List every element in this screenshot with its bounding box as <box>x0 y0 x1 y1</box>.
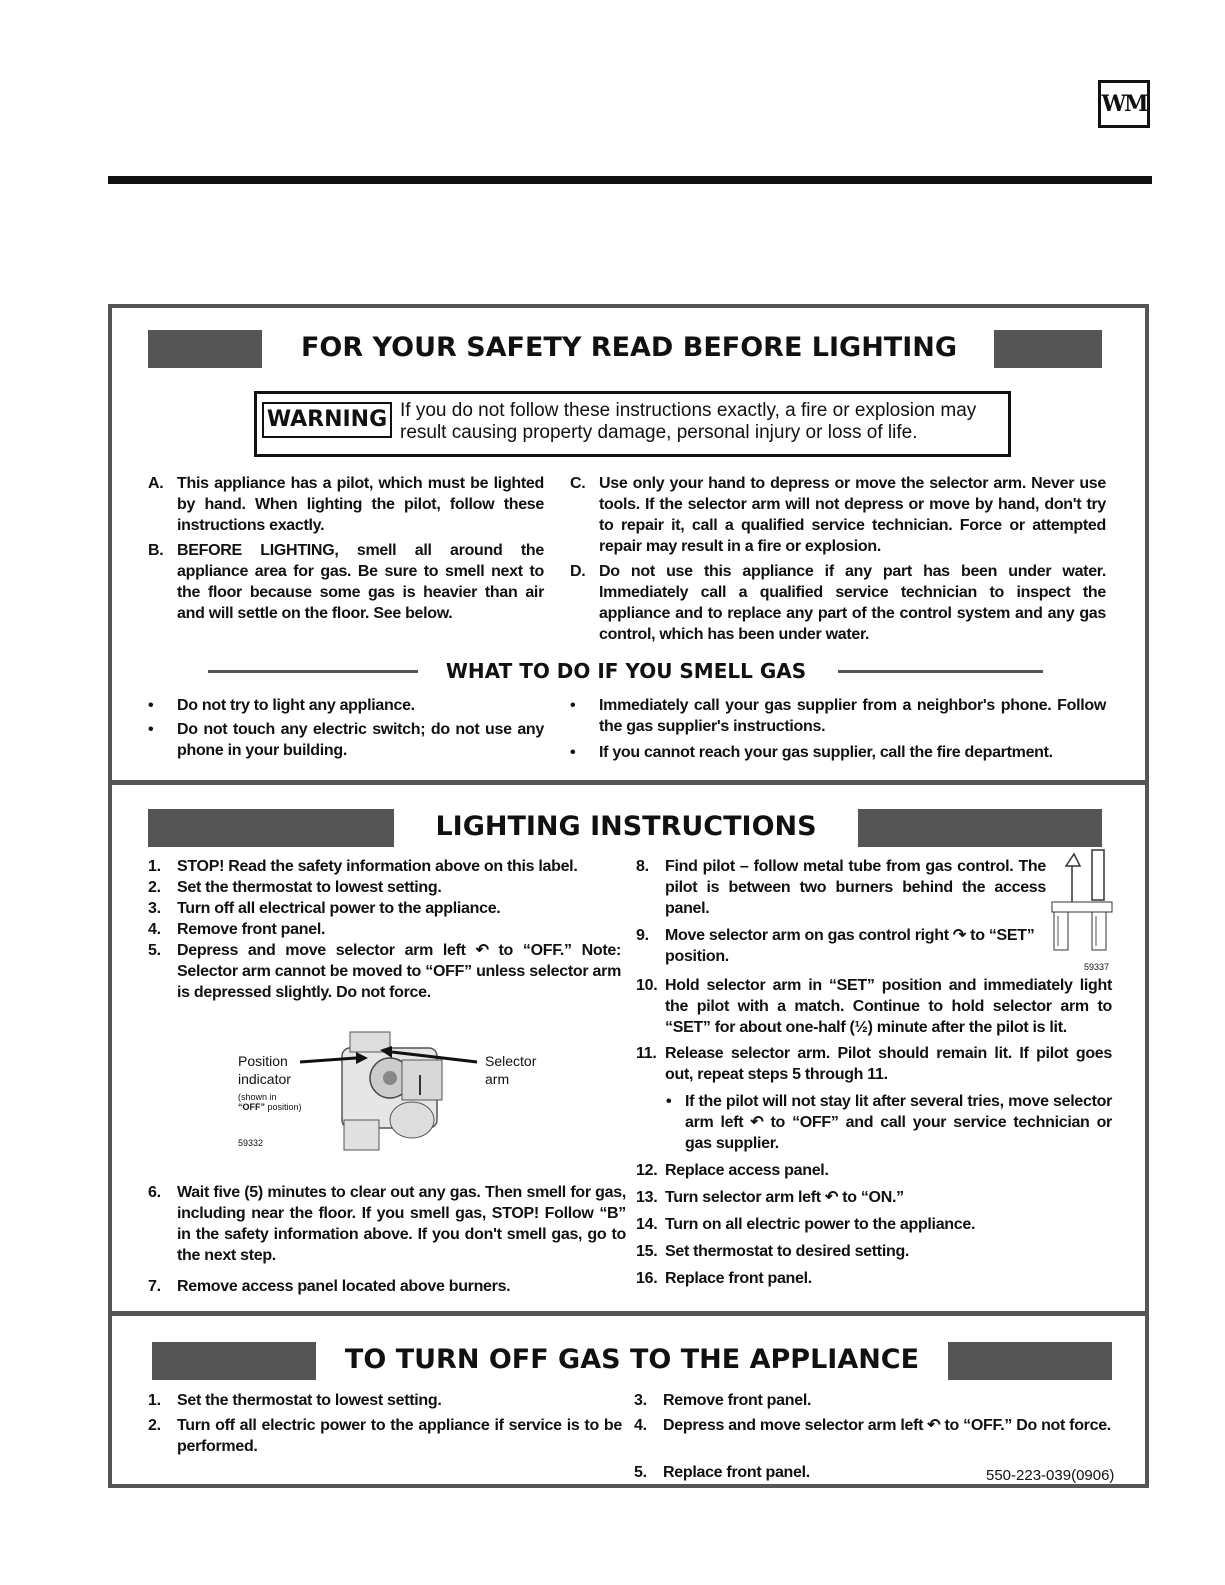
step-marker: 12. <box>636 1162 658 1179</box>
lighting-step <box>636 1043 1112 1085</box>
gas-heading-rule-right <box>838 670 1043 673</box>
item-marker: C. <box>570 475 586 492</box>
step-marker: 2. <box>148 1417 161 1434</box>
step-text: Set the thermostat to lowest setting. <box>177 879 442 896</box>
figure-code: 59332 <box>238 1138 264 1148</box>
position-note-1: (shown in <box>238 1092 277 1102</box>
item-text: Do not use this appliance if any part has been under water. Immediately call a qualified service technician to inspect the appliance and to replace any part of the control system and any gas control, which has been under water. <box>599 563 1106 643</box>
item-text: Do not try to light any appliance. <box>177 697 415 714</box>
lighting-step <box>148 940 621 1003</box>
step-text: Move selector arm on gas control right ↷ to “SET” position. <box>665 927 1035 965</box>
item-text: This appliance has a pilot, which must be lighted by hand. When lighting the pilot, follow these instructions exactly. <box>177 475 544 534</box>
pilot-figure-code: 59337 <box>1084 962 1110 972</box>
step-text: Set thermostat to desired setting. <box>665 1243 910 1260</box>
step-text: Replace access panel. <box>665 1162 829 1179</box>
step-text: Find pilot – follow metal tube from gas control. The pilot is between two burners behind the access panel. <box>665 858 1046 917</box>
pilot-illustration <box>1046 846 1118 961</box>
position-note-2: position) <box>267 1102 302 1112</box>
lighting-step <box>636 856 1046 919</box>
gas-item <box>570 742 1106 763</box>
gas-heading: WHAT TO DO IF YOU SMELL GAS <box>445 659 807 683</box>
turnoff-step <box>148 1415 622 1457</box>
lighting-step <box>148 898 621 919</box>
step-marker: 4. <box>634 1417 647 1434</box>
title-bar-right <box>948 1342 1112 1380</box>
position-note <box>238 1092 302 1112</box>
step-text: Replace front panel. <box>663 1464 810 1481</box>
lighting-title: LIGHTING INSTRUCTIONS <box>435 811 817 842</box>
step-text: Depress and move selector arm left ↶ to “OFF.” Note: Selector arm cannot be moved to “OFF” unless selector arm is depressed slightly. Do not force. <box>177 942 621 1001</box>
step-marker: 13. <box>636 1189 658 1206</box>
lighting-step <box>636 1268 1112 1289</box>
step-text: STOP! Read the safety information above on this label. <box>177 858 578 875</box>
step-text: Replace front panel. <box>665 1270 812 1287</box>
step-text: Turn on all electric power to the appliance. <box>665 1216 976 1233</box>
step-marker: 6. <box>148 1184 161 1201</box>
item-marker: A. <box>148 475 164 492</box>
safety-title: FOR YOUR SAFETY READ BEFORE LIGHTING <box>300 332 958 363</box>
lighting-step <box>636 1187 1112 1208</box>
step-marker: 1. <box>148 858 161 875</box>
step-marker: 11. <box>636 1045 657 1062</box>
safety-item-d <box>570 561 1106 645</box>
step-marker: 2. <box>148 879 161 896</box>
safety-item-c <box>570 473 1106 557</box>
step-text: Depress and move selector arm left ↶ to “OFF.” Do not force. <box>663 1417 1111 1434</box>
step-text: Remove access panel located above burners. <box>177 1278 511 1295</box>
step-marker: 3. <box>148 900 161 917</box>
step-marker: 7. <box>148 1278 161 1295</box>
lighting-step <box>148 919 621 940</box>
step-text: Turn off all electric power to the appliance if service is to be performed. <box>177 1417 622 1455</box>
step-marker: 4. <box>148 921 161 938</box>
item-marker: D. <box>570 563 586 580</box>
step-text: Turn off all electrical power to the appliance. <box>177 900 501 917</box>
gas-item <box>148 719 544 761</box>
safety-item-a <box>148 473 544 536</box>
turnoff-step <box>634 1462 934 1483</box>
step-text: Remove front panel. <box>663 1392 812 1409</box>
step-marker: 9. <box>636 927 649 944</box>
bullet: • <box>148 697 154 714</box>
step-marker: 14. <box>636 1216 658 1233</box>
title-bar-left <box>148 809 394 847</box>
safety-item-b <box>148 540 544 624</box>
step-marker: 8. <box>636 858 649 875</box>
title-bar-left <box>148 330 262 368</box>
item-text: Do not touch any electric switch; do not use any phone in your building. <box>177 721 544 759</box>
item-text: Use only your hand to depress or move the selector arm. Never use tools. If the selector arm will not depress or move by hand, don't try to repair it, call a qualified service technician. Force or attempted repair may result in a fire or explosion. <box>599 475 1106 555</box>
item-text: Immediately call your gas supplier from a neighbor's phone. Follow the gas supplier's instructions. <box>599 697 1106 735</box>
step-text: Wait five (5) minutes to clear out any gas. Then smell for gas, including near the floor. If you smell gas, STOP! Follow “B” in the safety information above. If you don't smell gas, go to the next step. <box>177 1184 626 1264</box>
step-marker: 5. <box>634 1464 647 1481</box>
step-text: Turn selector arm left ↶ to “ON.” <box>665 1189 904 1206</box>
item-text: BEFORE LIGHTING, smell all around the appliance area for gas. Be sure to smell next to the floor because some gas is heavier than air and will settle on the floor. See below. <box>177 542 544 622</box>
lighting-step <box>636 1214 1112 1235</box>
lighting-substep <box>666 1091 1112 1154</box>
lighting-step <box>636 925 1046 967</box>
lighting-step <box>148 877 621 898</box>
position-note-off: “OFF” <box>238 1102 265 1112</box>
step-marker: 5. <box>148 942 161 959</box>
pilot-figure <box>1046 846 1118 974</box>
item-text: If you cannot reach your gas supplier, call the fire department. <box>599 744 1053 761</box>
step-text: Set the thermostat to lowest setting. <box>177 1392 442 1409</box>
header-rule <box>108 176 1152 184</box>
step-text: If the pilot will not stay lit after several tries, move selector arm left ↶ to “OFF” and call your service technician or gas supplier. <box>685 1093 1112 1152</box>
gas-control-figure <box>232 1020 562 1165</box>
position-indicator-label: Position indicator <box>238 1053 291 1087</box>
bullet: • <box>666 1093 672 1110</box>
gas-heading-rule-left <box>208 670 418 673</box>
step-text: Release selector arm. Pilot should remain lit. If pilot goes out, repeat steps 5 through 11. <box>665 1045 1112 1083</box>
turnoff-title: TO TURN OFF GAS TO THE APPLIANCE <box>344 1344 920 1375</box>
section-divider-1 <box>108 780 1149 785</box>
lighting-step <box>148 856 621 877</box>
turnoff-step <box>148 1390 622 1411</box>
step-marker: 3. <box>634 1392 647 1409</box>
title-bar-right <box>994 330 1102 368</box>
lighting-step <box>636 975 1112 1038</box>
selector-arm-label: Selector arm <box>485 1053 537 1087</box>
step-marker: 1. <box>148 1392 161 1409</box>
gas-item <box>570 695 1106 737</box>
lighting-step <box>636 1160 1112 1181</box>
warning-label: WARNING <box>262 402 392 438</box>
step-text: Remove front panel. <box>177 921 326 938</box>
step-marker: 15. <box>636 1243 658 1260</box>
turnoff-step <box>634 1415 1112 1436</box>
bullet: • <box>570 744 576 761</box>
bullet: • <box>148 721 154 738</box>
lighting-step <box>148 1182 626 1266</box>
step-marker: 16. <box>636 1270 658 1287</box>
section-divider-2 <box>108 1311 1149 1316</box>
warning-text: If you do not follow these instructions exactly, a fire or explosion may result causing property damage, personal injury or loss of life. <box>400 400 977 443</box>
logo-text: WM <box>1101 91 1147 117</box>
title-bar-right <box>858 809 1102 847</box>
title-bar-left <box>152 1342 316 1380</box>
turnoff-step <box>634 1390 1112 1411</box>
step-marker: 10. <box>636 977 658 994</box>
lighting-step <box>636 1241 1112 1262</box>
item-marker: B. <box>148 542 164 559</box>
step-text: Hold selector arm in “SET” position and immediately light the pilot with a match. Continue to hold selector arm to “SET” for about one-half (½) minute after the pilot is lit. <box>665 977 1112 1036</box>
lighting-step <box>148 1276 626 1297</box>
bullet: • <box>570 697 576 714</box>
gas-item <box>148 695 544 716</box>
document-code: 550-223-039(0906) <box>986 1467 1115 1484</box>
company-logo <box>1098 80 1150 128</box>
